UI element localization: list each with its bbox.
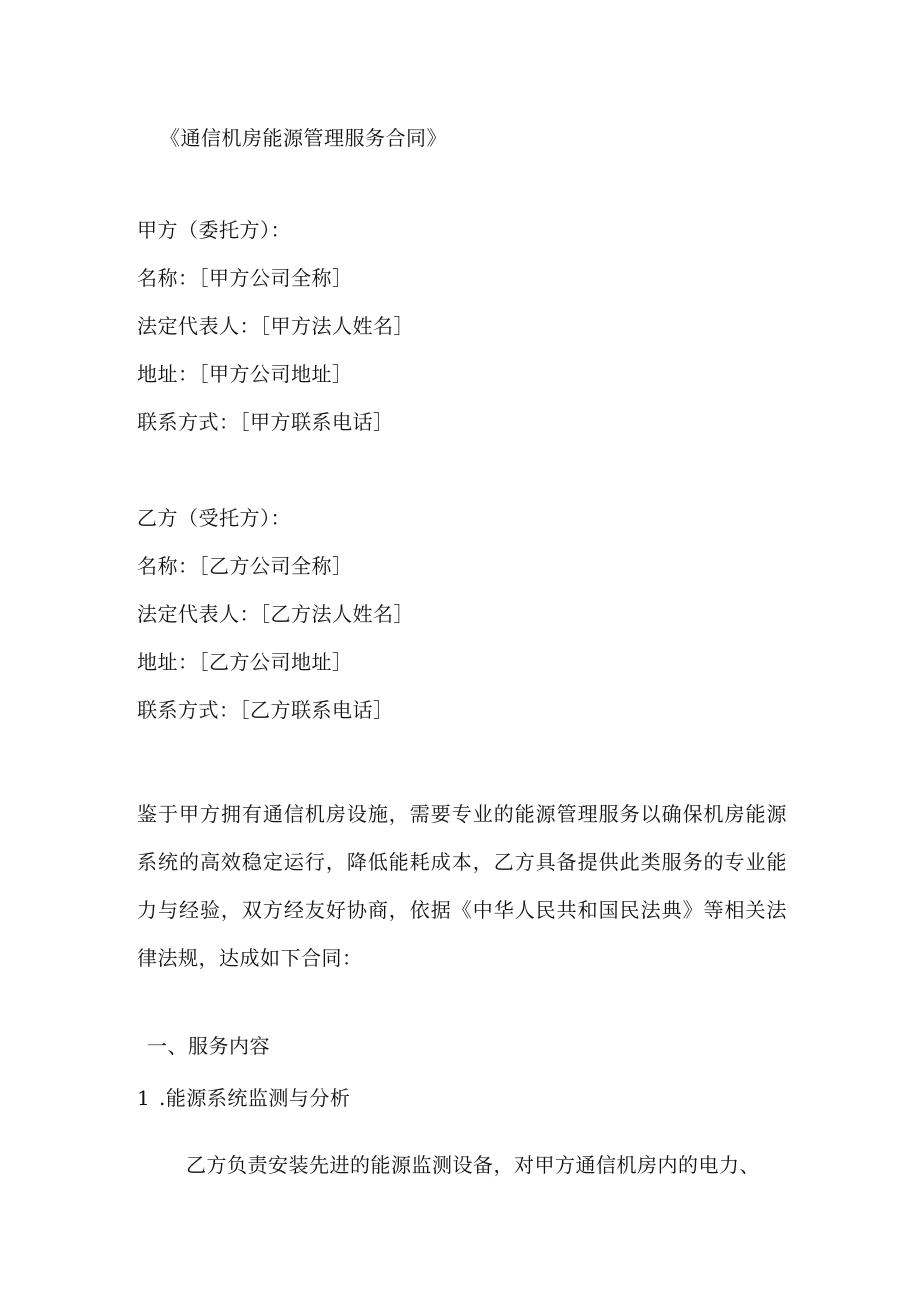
subsection-title: .能源系统监测与分析	[159, 1086, 351, 1110]
party-a-legal-rep: 法定代表人：［甲方法人姓名］	[137, 314, 414, 338]
contract-title: 《通信机房能源管理服务合同》	[160, 126, 447, 150]
party-a-address: 地址：［甲方公司地址］	[137, 362, 353, 386]
party-b-address: 地址：［乙方公司地址］	[137, 650, 353, 674]
preamble-paragraph: 鉴于甲方拥有通信机房设施，需要专业的能源管理服务以确保机房能源系统的高效稳定运行，降低能耗成本，乙方具备提供此类服务的专业能力与经验，双方经友好协商，依据《中华人民共和国民法典》等相关法律法规，达成如下合同：	[137, 802, 787, 970]
party-a-heading: 甲方（委托方）：	[137, 218, 291, 242]
section-heading: 一、服务内容	[147, 1034, 270, 1058]
subsection-number: 1	[137, 1086, 151, 1110]
party-b-name: 名称：［乙方公司全称］	[137, 554, 353, 578]
party-a-contact: 联系方式：［甲方联系电话］	[137, 410, 394, 434]
subsection-body: 乙方负责安装先进的能源监测设备，对甲方通信机房内的电力、	[186, 1153, 760, 1177]
subsection-heading	[137, 1086, 350, 1110]
party-a-name: 名称：［甲方公司全称］	[137, 266, 353, 290]
party-b-contact: 联系方式：［乙方联系电话］	[137, 698, 394, 722]
party-b-legal-rep: 法定代表人：［乙方法人姓名］	[137, 602, 414, 626]
party-b-heading: 乙方（受托方）：	[137, 506, 291, 530]
